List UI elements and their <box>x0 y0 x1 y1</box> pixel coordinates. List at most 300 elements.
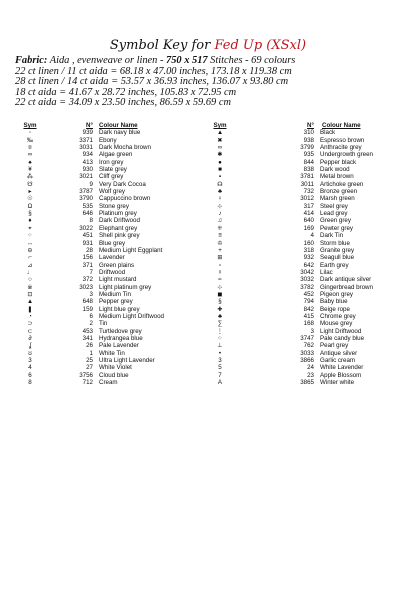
table-row <box>16 210 206 217</box>
number-cell: 26 <box>86 342 93 350</box>
title-prefix: Symbol Key for <box>109 38 211 53</box>
colour-name-cell: Garlic cream <box>320 357 356 364</box>
colour-name-cell: Apple Blossom <box>320 371 362 379</box>
colour-name-cell: Dark navy blue <box>99 129 141 137</box>
table-row <box>16 144 206 151</box>
table-row <box>16 372 206 379</box>
fabric-text: Aida , evenweave or linen - <box>47 55 167 66</box>
colour-name-cell: Dark Driftwood <box>99 217 140 225</box>
table-row <box>205 276 415 283</box>
colour-name-cell: Gingerbread brown <box>320 283 373 291</box>
number-cell: 3032 <box>300 276 314 284</box>
table-row <box>205 298 415 305</box>
number-cell: 648 <box>82 298 93 306</box>
table-row <box>205 129 415 136</box>
symbol-cell: A <box>217 379 223 387</box>
number-cell: 3021 <box>79 173 93 181</box>
colour-name-cell: Dark antique silver <box>320 276 372 284</box>
table-row <box>205 240 415 247</box>
number-cell: 3023 <box>79 283 93 291</box>
number-cell: 168 <box>303 320 314 328</box>
symbol-cell: ≈ <box>218 276 222 284</box>
colour-name-cell: Shell pink grey <box>99 232 140 240</box>
number-cell: 3866 <box>300 357 314 364</box>
table-row <box>205 144 415 151</box>
table-row <box>205 335 415 342</box>
table-row <box>205 232 415 239</box>
table-row <box>16 137 206 144</box>
colour-name-cell: Granite grey <box>320 246 355 254</box>
colour-name-cell: Pepper grey <box>99 298 133 306</box>
symbol-cell: ☉ <box>27 195 33 203</box>
table-row <box>205 364 415 371</box>
colour-name-cell: Pale candy blue <box>320 334 365 342</box>
size-line: 28 ct linen / 14 ct aida = 53.57 x 36.93 inches, 136.07 x 93.80 cm <box>15 76 289 88</box>
table-row <box>16 232 206 239</box>
table-row <box>205 247 415 254</box>
number-cell: 794 <box>303 298 314 306</box>
number-cell: 453 <box>82 327 93 335</box>
number-cell: 2 <box>89 320 93 328</box>
colour-name-cell: Hydrangea blue <box>99 334 143 342</box>
symbol-cell: ⁘ <box>27 232 33 240</box>
symbol-cell: ♠ <box>28 158 32 166</box>
number-cell: 931 <box>82 239 93 247</box>
symbol-cell: ◼ <box>217 290 223 298</box>
symbol-cell: ● <box>218 158 222 166</box>
colour-name-cell: White Violet <box>99 364 132 372</box>
colour-name-cell: Ultra Light Lavender <box>99 357 155 364</box>
colour-name-cell: Light Driftwood <box>320 327 362 335</box>
table-row <box>205 203 415 210</box>
symbol-cell: ⁘ <box>217 334 223 342</box>
table-row <box>205 166 415 173</box>
colour-name-cell: Bronze green <box>320 188 358 196</box>
colour-name-cell: Pepper black <box>320 158 357 166</box>
colour-name-cell: Dark wood <box>320 166 350 174</box>
number-cell: 4 <box>310 232 314 240</box>
table-row <box>16 247 206 254</box>
symbol-cell: § <box>28 210 32 218</box>
symbol-cell: ✱ <box>217 151 223 159</box>
table-row <box>205 181 415 188</box>
number-cell: 156 <box>82 254 93 262</box>
table-row <box>16 328 206 335</box>
number-cell: 3011 <box>300 180 314 188</box>
colour-name-cell: Ebony <box>99 136 117 144</box>
symbol-cell: ✚ <box>217 305 223 313</box>
table-header <box>16 122 206 129</box>
number-cell: 310 <box>303 129 314 137</box>
table-row <box>16 181 206 188</box>
symbol-cell: ♀ <box>217 195 223 203</box>
symbol-cell: ☊ <box>217 180 223 188</box>
table-row <box>16 203 206 210</box>
table-row <box>16 335 206 342</box>
number-cell: 159 <box>82 305 93 313</box>
number-cell: 3782 <box>300 283 314 291</box>
number-cell: 838 <box>303 166 314 174</box>
number-cell: 6 <box>89 312 93 320</box>
colour-name-cell: Elephant grey <box>99 224 138 232</box>
number-cell: 844 <box>303 158 314 166</box>
table-row <box>205 262 415 269</box>
symbol-cell: ∞ <box>27 151 33 159</box>
number-cell: 535 <box>82 202 93 210</box>
header-colour-name: Colour Name <box>322 122 361 129</box>
symbol-cell: ▪ <box>218 173 222 181</box>
symbol-cell: ▫ <box>218 261 222 269</box>
number-cell: 3781 <box>300 173 314 181</box>
symbol-cell: ¤ <box>28 144 32 152</box>
symbol-cell: ■ <box>218 166 222 174</box>
symbol-cell: ♫ <box>217 217 223 225</box>
colour-name-cell: Lilac <box>320 268 333 276</box>
colour-name-cell: Pearl grey <box>320 342 349 350</box>
number-cell: 452 <box>303 290 314 298</box>
colour-name-cell: Pewter grey <box>320 224 354 232</box>
colour-name-cell: Turtledove grey <box>99 327 142 335</box>
symbol-cell: ⊿ <box>27 261 33 269</box>
symbol-key-column-left <box>16 122 206 386</box>
size-line: 22 ct linen / 11 ct aida = 68.18 x 47.00 inches, 173.18 x 119.38 cm <box>15 65 292 77</box>
symbol-cell: ≡ <box>218 232 222 240</box>
table-row <box>16 269 206 276</box>
symbol-cell: ⌖ <box>28 224 32 232</box>
colour-name-cell: Light mustard <box>99 276 137 284</box>
symbol-cell: ♩ <box>26 268 34 276</box>
size-line: 18 ct aida = 41.67 x 28.72 inches, 105.83 x 72.95 cm <box>15 86 237 98</box>
colour-name-cell: Espresso brown <box>320 136 365 144</box>
symbol-cell: • <box>218 349 222 357</box>
table-row <box>205 188 415 195</box>
number-cell: 371 <box>82 261 93 269</box>
table-row <box>205 320 415 327</box>
number-cell: 28 <box>86 246 93 254</box>
colour-name-cell: Green plains <box>99 261 135 269</box>
colour-name-cell: Undergrowth green <box>320 151 373 159</box>
number-cell: 3799 <box>300 144 314 152</box>
table-row <box>16 173 206 180</box>
number-cell: 27 <box>86 364 93 372</box>
number-cell: 317 <box>303 202 314 210</box>
number-cell: 7 <box>89 268 93 276</box>
stitches-text: Stitches - 69 colours <box>207 55 296 66</box>
symbol-cell: ⊖ <box>27 246 33 254</box>
colour-name-cell: Tin <box>99 320 108 328</box>
table-row <box>16 298 206 305</box>
table-row <box>16 342 206 349</box>
table-row <box>16 284 206 291</box>
number-cell: 3031 <box>79 144 93 152</box>
number-cell: 24 <box>307 364 314 372</box>
symbol-cell: ▸ <box>28 188 32 196</box>
table-row <box>205 151 415 158</box>
colour-name-cell: Driftwood <box>99 268 126 276</box>
number-cell: 8 <box>89 217 93 225</box>
number-cell: 712 <box>82 379 93 387</box>
symbol-cell: ∂ <box>28 334 32 342</box>
table-row <box>205 217 415 224</box>
symbol-cell: ※ <box>27 283 33 291</box>
colour-name-cell: Iron grey <box>99 158 124 166</box>
colour-name-cell: Platinum grey <box>99 210 137 218</box>
table-row <box>16 240 206 247</box>
table-row <box>205 357 415 364</box>
table-row <box>16 291 206 298</box>
symbol-cell: ⊃ <box>27 320 33 328</box>
colour-name-cell: Light blue grey <box>99 305 140 313</box>
table-row <box>16 129 206 136</box>
symbol-cell: 3 <box>28 357 32 364</box>
symbol-cell: ‰ <box>26 136 34 144</box>
number-cell: 3747 <box>300 334 314 342</box>
colour-name-cell: Metal brown <box>320 173 354 181</box>
number-cell: 642 <box>303 261 314 269</box>
number-cell: 3012 <box>300 195 314 203</box>
symbol-cell: ♣ <box>217 188 223 196</box>
colour-name-cell: Earth grey <box>320 261 349 269</box>
header-number: N° <box>86 122 93 129</box>
table-row <box>205 159 415 166</box>
table-row <box>205 225 415 232</box>
symbol-cell: ∞ <box>217 144 223 152</box>
colour-name-cell: Blue grey <box>99 239 126 247</box>
colour-name-cell: Steel grey <box>320 202 348 210</box>
colour-name-cell: Anthracite grey <box>320 144 362 152</box>
table-header <box>205 122 415 129</box>
number-cell: 640 <box>303 217 314 225</box>
table-row <box>16 276 206 283</box>
symbol-cell: 7 <box>218 371 222 379</box>
colour-name-cell: Antique silver <box>320 349 358 357</box>
number-cell: 935 <box>303 151 314 159</box>
symbol-cell: ⌐ <box>28 254 32 262</box>
symbol-key-table <box>0 122 416 392</box>
colour-name-cell: Marsh green <box>320 195 355 203</box>
symbol-cell: § <box>218 298 222 306</box>
number-cell: 451 <box>82 232 93 240</box>
number-cell: 939 <box>82 129 93 137</box>
number-cell: 3 <box>310 327 314 335</box>
number-cell: 3022 <box>79 224 93 232</box>
symbol-cell: 8 <box>28 379 32 387</box>
number-cell: 318 <box>303 246 314 254</box>
colour-name-cell: Medium Light Eggplant <box>99 246 163 254</box>
colour-name-cell: Slate grey <box>99 166 127 174</box>
table-row <box>205 328 415 335</box>
symbol-cell: ⊞ <box>217 254 223 262</box>
table-row <box>205 372 415 379</box>
table-row <box>16 357 206 364</box>
number-cell: 3787 <box>79 188 93 196</box>
symbol-cell: ↔ <box>26 239 34 247</box>
table-row <box>16 364 206 371</box>
fabric-label: Fabric: <box>15 55 48 66</box>
number-cell: 3756 <box>79 371 93 379</box>
symbol-cell: ⊥ <box>217 342 223 350</box>
colour-name-cell: Winter white <box>320 379 355 387</box>
symbol-cell: ¥ <box>28 166 32 174</box>
symbol-cell: ♦ <box>28 217 32 225</box>
number-cell: 3790 <box>79 195 93 203</box>
page-title <box>0 38 416 53</box>
size-line: 22 ct aida = 34.09 x 23.50 inches, 86.59 x 59.69 cm <box>15 97 231 109</box>
colour-name-cell: Very Dark Cocoa <box>99 180 146 188</box>
symbol-cell: ❚ <box>27 305 33 313</box>
symbol-cell: ⊡ <box>27 290 33 298</box>
colour-name-cell: Beige rope <box>320 305 350 313</box>
table-row <box>16 225 206 232</box>
number-cell: 3042 <box>300 268 314 276</box>
header-sym: Sym <box>213 122 227 129</box>
symbol-cell: + <box>218 246 222 254</box>
table-row <box>16 262 206 269</box>
colour-name-cell: Storm blue <box>320 239 350 247</box>
colour-name-cell: Cloud blue <box>99 371 129 379</box>
table-row <box>16 159 206 166</box>
number-cell: 934 <box>82 151 93 159</box>
table-row <box>16 254 206 261</box>
table-row <box>205 350 415 357</box>
symbol-cell: 3 <box>218 357 222 364</box>
symbol-cell: ▲ <box>216 129 224 137</box>
colour-name-cell: Algae green <box>99 151 133 159</box>
table-row <box>205 284 415 291</box>
symbol-key-column-right <box>205 122 415 386</box>
table-row <box>16 350 206 357</box>
title-pattern-name: Fed Up (XSxl) <box>214 38 307 53</box>
number-cell: 842 <box>303 305 314 313</box>
colour-name-cell: Black <box>320 129 336 137</box>
table-row <box>16 195 206 202</box>
colour-name-cell: Artichoke green <box>320 180 364 188</box>
table-row <box>205 195 415 202</box>
colour-name-cell: Dark Tin <box>320 232 344 240</box>
symbol-cell: ♪ <box>218 210 222 218</box>
number-cell: 3 <box>89 290 93 298</box>
number-cell: 930 <box>82 166 93 174</box>
symbol-cell: ⊹ <box>217 283 223 291</box>
colour-name-cell: Cream <box>99 379 118 387</box>
colour-name-cell: Stone grey <box>99 202 129 210</box>
number-cell: 169 <box>303 224 314 232</box>
table-row <box>205 254 415 261</box>
fabric-info <box>15 56 410 109</box>
table-row <box>16 379 206 386</box>
colour-name-cell: Lead grey <box>320 210 348 218</box>
colour-name-cell: Pigeon grey <box>320 290 354 298</box>
colour-name-cell: Pale Lavender <box>99 342 139 350</box>
symbol-cell: ◔ <box>28 312 32 320</box>
symbol-cell: ◦ <box>28 129 32 137</box>
number-cell: 341 <box>82 334 93 342</box>
colour-name-cell: Dark Mocha brown <box>99 144 151 152</box>
colour-name-cell: Seagull blue <box>320 254 355 262</box>
symbol-cell: 6 <box>28 371 32 379</box>
fabric-line <box>15 56 410 67</box>
symbol-cell: 4 <box>28 364 32 372</box>
table-row <box>205 137 415 144</box>
colour-name-cell: Medium Tin <box>99 290 131 298</box>
number-cell: 25 <box>86 357 93 364</box>
colour-name-cell: Cliff grey <box>99 173 124 181</box>
header-sym: Sym <box>23 122 37 129</box>
colour-name-cell: Chrome grey <box>320 312 356 320</box>
number-cell: 9 <box>89 180 93 188</box>
colour-name-cell: White Lavender <box>320 364 364 372</box>
number-cell: 23 <box>307 371 314 379</box>
symbol-cell: ♣ <box>217 312 223 320</box>
table-row <box>205 306 415 313</box>
number-cell: 732 <box>303 188 314 196</box>
table-row <box>205 173 415 180</box>
number-cell: 415 <box>303 312 314 320</box>
symbol-cell: ✖ <box>217 136 223 144</box>
symbol-cell: ▲ <box>26 298 34 306</box>
symbol-cell: Ω <box>27 202 33 210</box>
number-cell: 3865 <box>300 379 314 387</box>
symbol-cell: ○ <box>28 276 32 284</box>
symbol-cell: ⁜ <box>217 224 223 232</box>
number-cell: 932 <box>303 254 314 262</box>
table-row <box>16 320 206 327</box>
colour-name-cell: Wolf grey <box>99 188 126 196</box>
symbol-cell: ⋮ <box>216 327 224 335</box>
number-cell: 646 <box>82 210 93 218</box>
symbol-cell: ∑ <box>217 320 223 328</box>
table-row <box>205 342 415 349</box>
number-cell: 413 <box>82 158 93 166</box>
table-row <box>16 151 206 158</box>
colour-name-cell: Light platinum grey <box>99 283 152 291</box>
symbol-cell: ʆ <box>28 342 32 350</box>
number-cell: 414 <box>303 210 314 218</box>
header-colour-name: Colour Name <box>99 122 138 129</box>
number-cell: 938 <box>303 136 314 144</box>
symbol-cell: ☋ <box>27 180 33 188</box>
number-cell: 762 <box>303 342 314 350</box>
number-cell: 1 <box>89 349 93 357</box>
table-row <box>16 188 206 195</box>
colour-name-cell: Green grey <box>320 217 351 225</box>
table-row <box>16 217 206 224</box>
number-cell: 3371 <box>79 136 93 144</box>
colour-name-cell: Lavender <box>99 254 125 262</box>
number-cell: 160 <box>303 239 314 247</box>
table-row <box>205 291 415 298</box>
header-number: N° <box>307 122 314 129</box>
table-row <box>205 379 415 386</box>
colour-name-cell: Baby blue <box>320 298 348 306</box>
stitches-count: 750 x 517 <box>166 55 208 66</box>
colour-name-cell: Mouse grey <box>320 320 353 328</box>
number-cell: 3033 <box>300 349 314 357</box>
table-row <box>205 313 415 320</box>
symbol-cell: ⊹ <box>217 202 223 210</box>
table-row <box>16 306 206 313</box>
table-row <box>16 313 206 320</box>
table-row <box>205 269 415 276</box>
table-row <box>205 210 415 217</box>
symbol-cell: ʊ <box>28 349 32 357</box>
colour-name-cell: Medium Light Driftwood <box>99 312 164 320</box>
symbol-cell: ⊂ <box>27 327 33 335</box>
colour-name-cell: White Tin <box>99 349 125 357</box>
colour-name-cell: Cappuccino brown <box>99 195 151 203</box>
symbol-cell: ☓ <box>218 268 222 276</box>
symbol-cell: ♔ <box>217 239 223 247</box>
